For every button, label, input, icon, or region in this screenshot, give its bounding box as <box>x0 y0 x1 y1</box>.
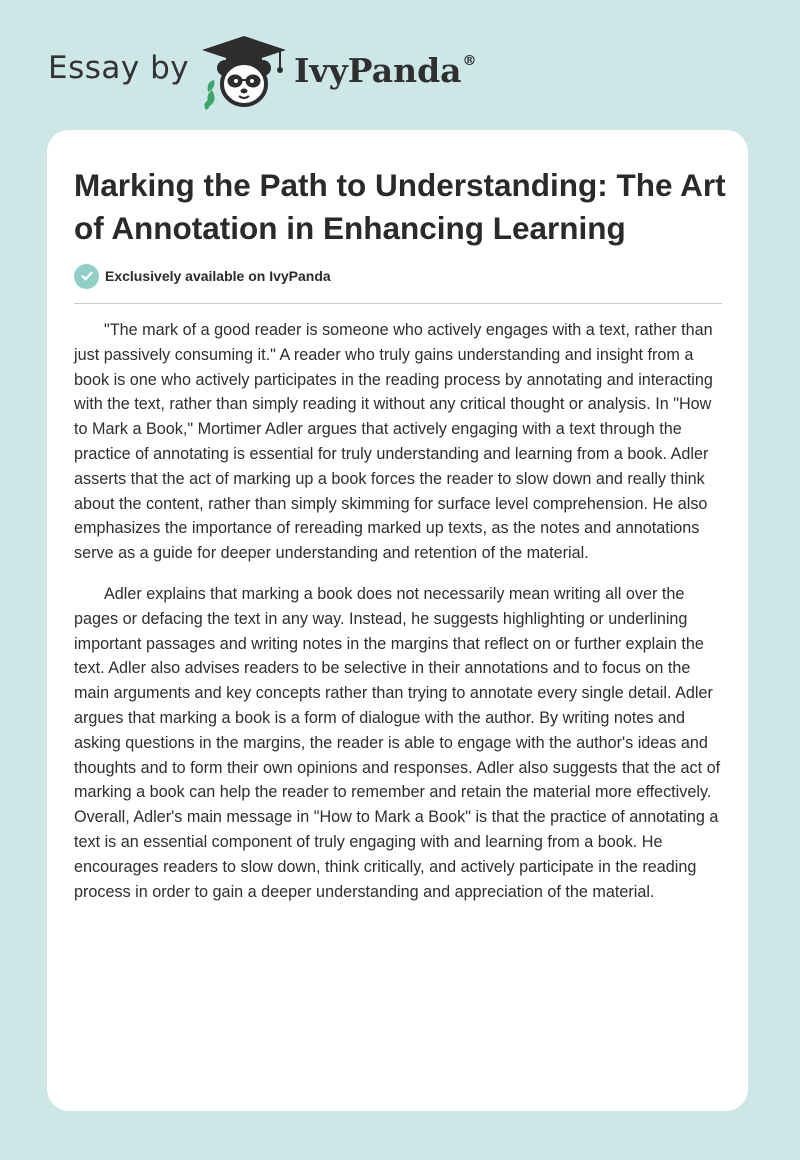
exclusive-badge <box>74 263 331 289</box>
registered-mark: ® <box>462 53 477 69</box>
essay-title: Marking the Path to Understanding: The Art of Annotation in Enhancing Learning <box>74 167 726 246</box>
check-icon <box>74 264 99 289</box>
essay-body <box>74 318 726 920</box>
essay-by-label: Essay by <box>48 50 190 86</box>
brand-name: IvyPanda <box>294 51 462 90</box>
essay-paragraph-1: "The mark of a good reader is someone who actively engages with a text, rather than just passively consuming it." A reader who truly gains understanding and insight from a book is one who actively participates in the reading process by annotating and interacting with the text, rather than simply reading it without any critical thought or analysis. In "How to Mark a Book," Mortimer Adler argues that actively engaging with a text through the practice of annotating is essential for truly understanding and learning from a book. Adler asserts that the act of marking up a book forces the reader to slow down and really think about the content, rather than simply skimming for surface level comprehension. He also emphasizes the importance of rereading marked up texts, as the notes and annotations serve as a guide for deeper understanding and retention of the material. <box>74 321 713 563</box>
essay-card <box>47 130 748 1111</box>
ivypanda-brand[interactable] <box>294 51 477 90</box>
panda-graduate-icon[interactable] <box>200 34 288 110</box>
essay-paragraph-2: Adler explains that marking a book does not necessarily mean writing all over the pages or defacing the text in any way. Instead, he suggests highlighting or underlining important passages and writing notes in the margins that reflect on or further explain the text. Adler also advises readers to be selective in their annotations and to focus on the main arguments and key concepts rather than trying to annotate every single detail. Adler argues that marking a book is a form of dialogue with the author. By writing notes and asking questions in the margins, the reader is able to engage with the author's ideas and thoughts and to form their own opinions and responses. Adler also suggests that the act of marking a book can help the reader to remember and retain the material more effectively. Overall, Adler's main message in "How to Mark a Book" is that the practice of annotating a text is an essential component of truly engaging with and learning from a book. He encourages readers to slow down, think critically, and actively participate in the reading process in order to gain a deeper understanding and appreciation of the material. <box>74 584 721 901</box>
exclusive-badge-label: Exclusively available on IvyPanda <box>105 268 331 284</box>
site-header <box>0 0 800 130</box>
title-divider <box>74 303 722 304</box>
